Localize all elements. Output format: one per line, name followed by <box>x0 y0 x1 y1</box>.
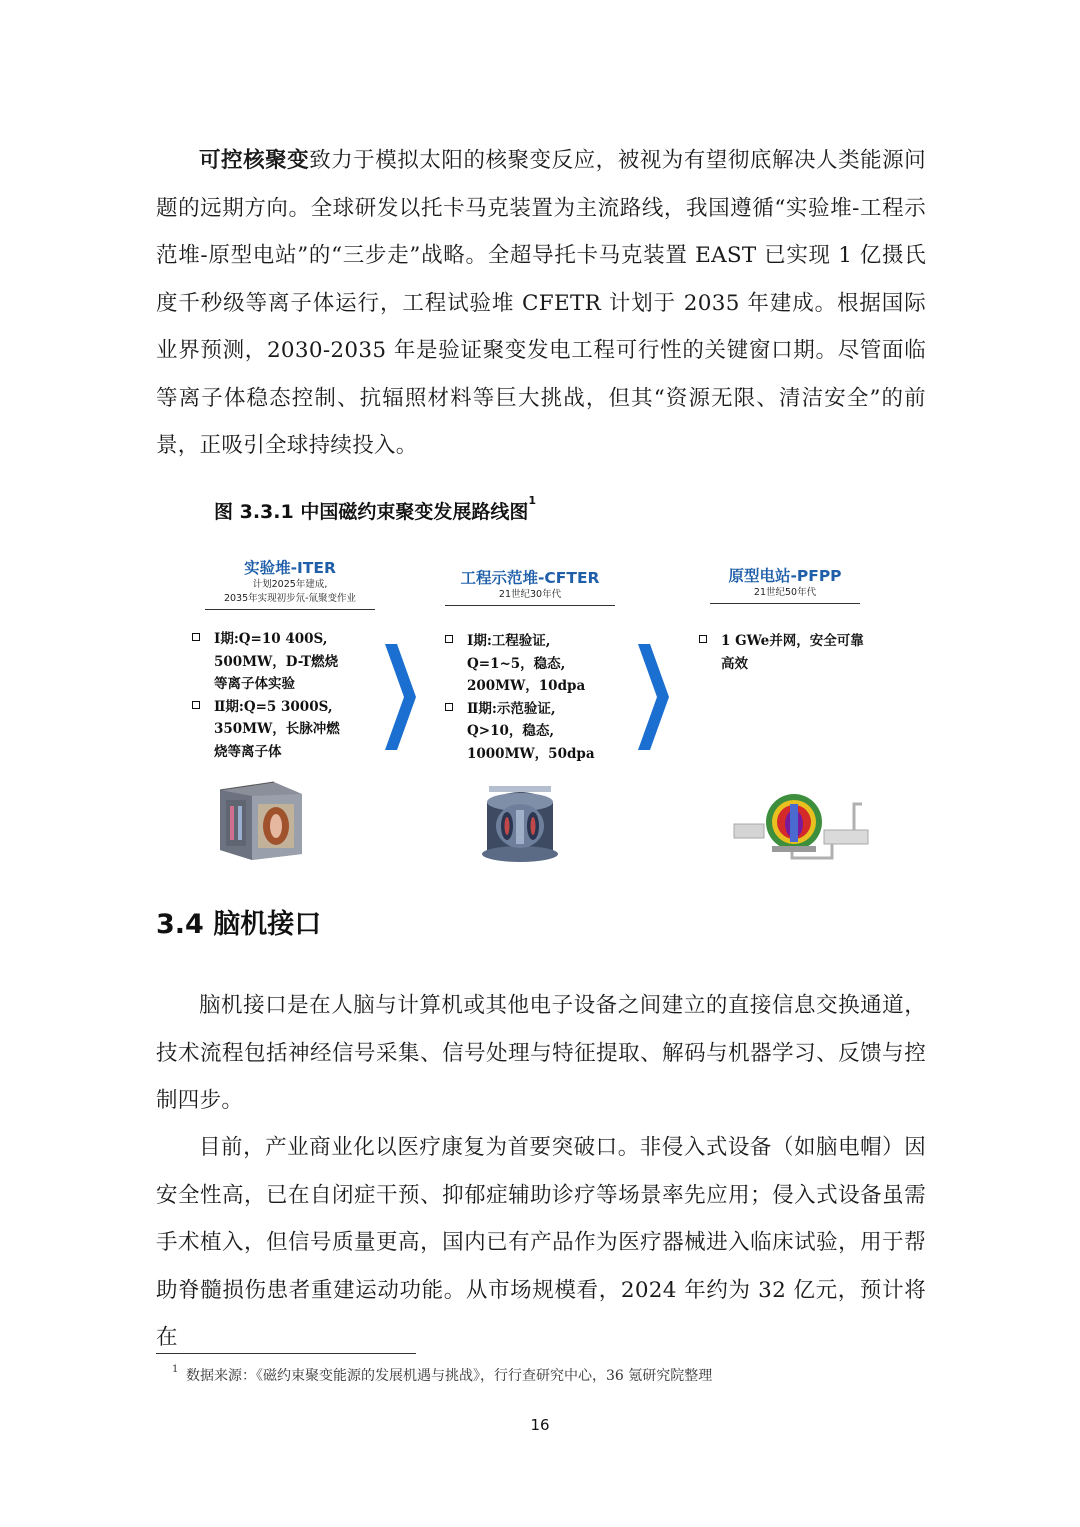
checkbox-icon <box>192 701 200 709</box>
intro-paragraph-text: 致力于模拟太阳的核聚变反应，被视为有望彻底解决人类能源问题的远期方向。全球研发以托卡马克装置为主流路线，我国遵循“实验堆-工程示范堆-原型电站”的“三步走”战略。全超导托卡马克装置 EAST 已实现 1 亿摄氏度千秒级等离子体运行，工程试验堆 CFETR 计划于 2035 年建成。根据国际业界预测，2030-2035 年是验证聚变发电工程可行性的关键窗口期。尽管面临等离子体稳态控制、抗辐照材料等巨大挑战，但其“资源无限、清洁安全”的前景，正吸引全球持续投入。 <box>156 148 926 458</box>
list-item <box>443 630 628 698</box>
list-item <box>443 698 628 766</box>
footnote-ref[interactable]: 1 <box>528 494 536 507</box>
list-item-text: Ⅱ期:Q=5 3000S, 350MW，长脉冲燃 烧等离子体 <box>214 698 340 760</box>
stage-title: 工程示范堆-CFTER <box>460 569 600 587</box>
figure-caption <box>214 494 536 524</box>
list-item <box>190 696 375 764</box>
stage-iter-list <box>190 628 375 763</box>
stage-subtitle: 21世纪50年代 <box>753 587 817 598</box>
checkbox-icon <box>192 633 200 641</box>
stage-subtitle: 2035年实现初步氘-氚聚变作业 <box>223 593 357 604</box>
list-item-text: Ⅰ期:Q=10 400S, 500MW，D-T燃烧 等离子体实验 <box>214 631 339 692</box>
roadmap-figure <box>180 548 900 878</box>
stage-subtitle: 计划2025年建成, <box>252 579 328 590</box>
stage-divider <box>710 603 860 604</box>
arrow-right-icon <box>383 644 417 750</box>
stage-pfpp-list <box>697 630 897 675</box>
cfetr-reactor-image <box>477 780 563 866</box>
list-item-text: Ⅱ期:示范验证, Q>10，稳态, 1000MW，50dpa <box>467 700 595 762</box>
list-item-text: Ⅰ期:工程验证, Q=1~5，稳态, 200MW，10dpa <box>467 633 586 694</box>
stage-subtitle: 21世纪30年代 <box>498 589 562 600</box>
iter-reactor-image <box>212 780 308 862</box>
stage-title: 实验堆-ITER <box>244 559 336 577</box>
footnote-mark: 1 <box>172 1364 179 1375</box>
stage-pfpp <box>685 564 885 604</box>
list-item <box>190 628 375 696</box>
stage-divider <box>205 609 375 610</box>
page-number: 16 <box>530 1416 550 1434</box>
checkbox-icon <box>445 703 453 711</box>
stage-divider <box>445 605 615 606</box>
checkbox-icon <box>445 635 453 643</box>
stage-iter <box>190 556 390 610</box>
stage-cfter-list <box>443 630 628 765</box>
bci-market-paragraph: 目前，产业商业化以医疗康复为首要突破口。非侵入式设备（如脑电帽）因安全性高，已在自闭症干预、抑郁症辅助诊疗等场景率先应用；侵入式设备虽需手术植入，但信号质量更高，国内已有产品作为医疗器械进入临床试验，用于帮助脊髓损伤患者重建运动功能。从市场规模看，2024 年约为 32 亿元，预计将在 <box>156 1135 926 1350</box>
footnote <box>172 1364 713 1385</box>
stage-title: 原型电站-PFPP <box>728 567 842 585</box>
stage-cfter <box>430 566 630 606</box>
footnote-text: 数据来源：《磁约束聚变能源的发展机遇与挑战》，行行查研究中心，36 氪研究院整理 <box>186 1368 713 1384</box>
intro-paragraph <box>156 137 926 470</box>
arrow-right-icon <box>636 644 670 750</box>
checkbox-icon <box>699 635 707 643</box>
footnote-divider <box>156 1353 416 1354</box>
pfpp-plant-image <box>732 784 874 866</box>
term-fusion: 可控核聚变 <box>199 148 310 173</box>
list-item <box>697 630 897 675</box>
section-heading: 3.4 脑机接口 <box>156 909 322 940</box>
bci-definition-paragraph: 脑机接口是在人脑与计算机或其他电子设备之间建立的直接信息交换通道，技术流程包括神经信号采集、信号处理与特征提取、解码与机器学习、反馈与控制四步。 <box>156 993 926 1113</box>
list-item-text: 1 GWe并网，安全可靠 高效 <box>721 633 864 672</box>
figure-caption-text: 图 3.3.1 中国磁约束聚变发展路线图 <box>214 501 529 523</box>
